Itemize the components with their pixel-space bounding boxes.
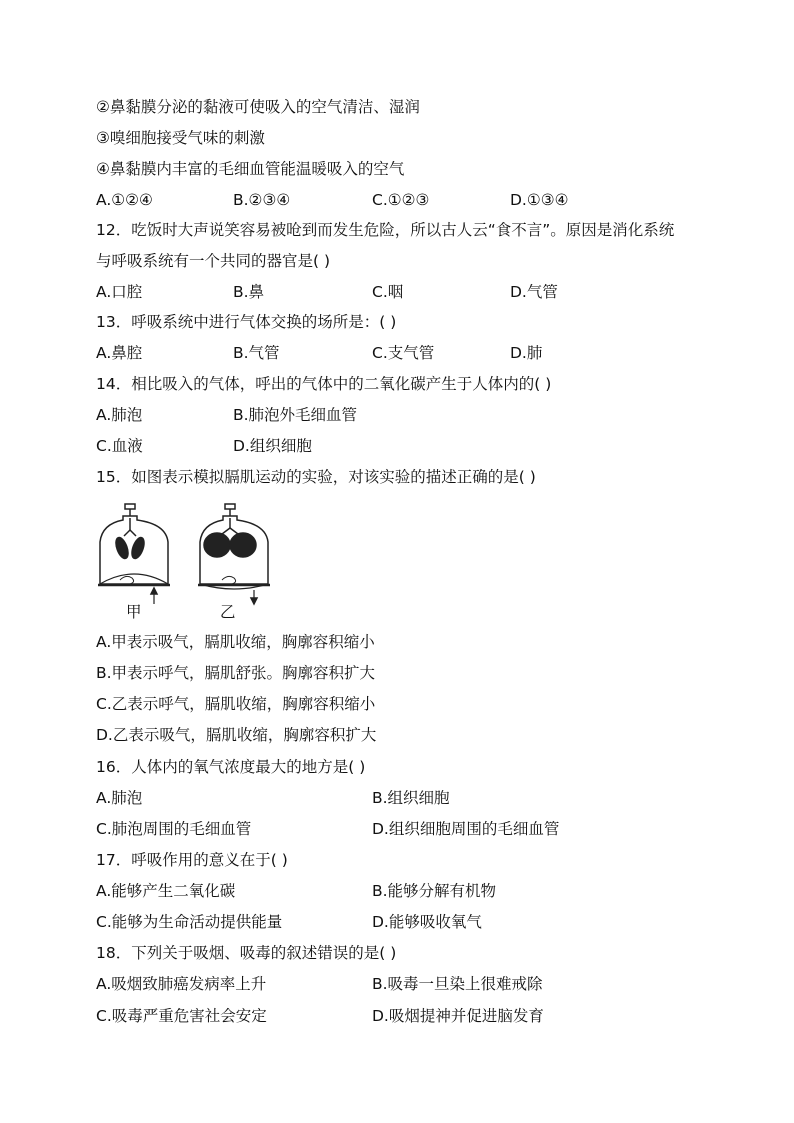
q11-option-c[interactable]: C.①②③ [372,191,430,209]
q14-option-d[interactable]: D.组织细胞 [233,437,312,455]
jar-jia [98,504,170,604]
q12-stem-line1: 12．吃饭时大声说笑容易被呛到而发生危险，所以古人云“食不言”。原因是消化系统 [96,221,675,239]
q15-option-c[interactable]: C.乙表示呼气，膈肌收缩，胸廓容积缩小 [96,695,376,713]
figure-label-yi: 乙 [220,603,236,621]
q13-option-d[interactable]: D.肺 [510,344,543,362]
q12-option-b[interactable]: B.鼻 [233,283,265,301]
q13-option-c[interactable]: C.支气管 [372,344,435,362]
q16-option-b[interactable]: B.组织细胞 [372,789,450,807]
q11-item-2: ②鼻黏膜分泌的黏液可使吸入的空气清洁、湿润 [96,98,420,116]
q14-option-b[interactable]: B.肺泡外毛细血管 [233,406,358,424]
q18-option-c[interactable]: C.吸毒严重危害社会安定 [96,1007,267,1025]
q17-option-b[interactable]: B.能够分解有机物 [372,882,497,900]
q11-option-a[interactable]: A.①②④ [96,191,153,209]
q11-option-b[interactable]: B.②③④ [233,191,291,209]
q17-stem: 17．呼吸作用的意义在于( ) [96,851,288,869]
q15-option-d[interactable]: D.乙表示吸气，膈肌收缩，胸廓容积扩大 [96,726,377,744]
q17-option-c[interactable]: C.能够为生命活动提供能量 [96,913,283,931]
q15-stem: 15．如图表示模拟膈肌运动的实验，对该实验的描述正确的是( ) [96,468,536,486]
q16-stem: 16．人体内的氧气浓度最大的地方是( ) [96,758,366,776]
q18-stem: 18．下列关于吸烟、吸毒的叙述错误的是( ) [96,944,397,962]
q14-option-a[interactable]: A.肺泡 [96,406,143,424]
q12-option-a[interactable]: A.口腔 [96,283,143,301]
q18-option-d[interactable]: D.吸烟提神并促进脑发育 [372,1007,544,1025]
q13-option-b[interactable]: B.气管 [233,344,280,362]
q16-option-c[interactable]: C.肺泡周围的毛细血管 [96,820,252,838]
diaphragm-model-figure [96,500,286,628]
figure-label-jia: 甲 [126,603,142,621]
q17-option-a[interactable]: A.能够产生二氧化碳 [96,882,236,900]
diaphragm-model-diagram [96,500,286,628]
q17-option-d[interactable]: D.能够吸收氧气 [372,913,482,931]
q12-option-c[interactable]: C.咽 [372,283,404,301]
q11-item-4: ④鼻黏膜内丰富的毛细血管能温暖吸入的空气 [96,160,405,178]
q11-option-d[interactable]: D.①③④ [510,191,569,209]
q18-option-b[interactable]: B.吸毒一旦染上很难戒除 [372,975,543,993]
q18-option-a[interactable]: A.吸烟致肺癌发病率上升 [96,975,267,993]
q16-option-a[interactable]: A.肺泡 [96,789,143,807]
q14-stem: 14．相比吸入的气体，呼出的气体中的二氧化碳产生于人体内的( ) [96,375,552,393]
q12-option-d[interactable]: D.气管 [510,283,558,301]
q14-option-c[interactable]: C.血液 [96,437,143,455]
q15-option-a[interactable]: A.甲表示吸气，膈肌收缩，胸廓容积缩小 [96,633,375,651]
q15-option-b[interactable]: B.甲表示呼气，膈肌舒张。胸廓容积扩大 [96,664,376,682]
q13-option-a[interactable]: A.鼻腔 [96,344,143,362]
q12-stem-line2: 与呼吸系统有一个共同的器官是( ) [96,252,331,270]
q16-option-d[interactable]: D.组织细胞周围的毛细血管 [372,820,560,838]
q11-item-3: ③嗅细胞接受气味的刺激 [96,129,265,147]
q13-stem: 13．呼吸系统中进行气体交换的场所是：( ) [96,313,397,331]
jar-yi [198,504,270,604]
